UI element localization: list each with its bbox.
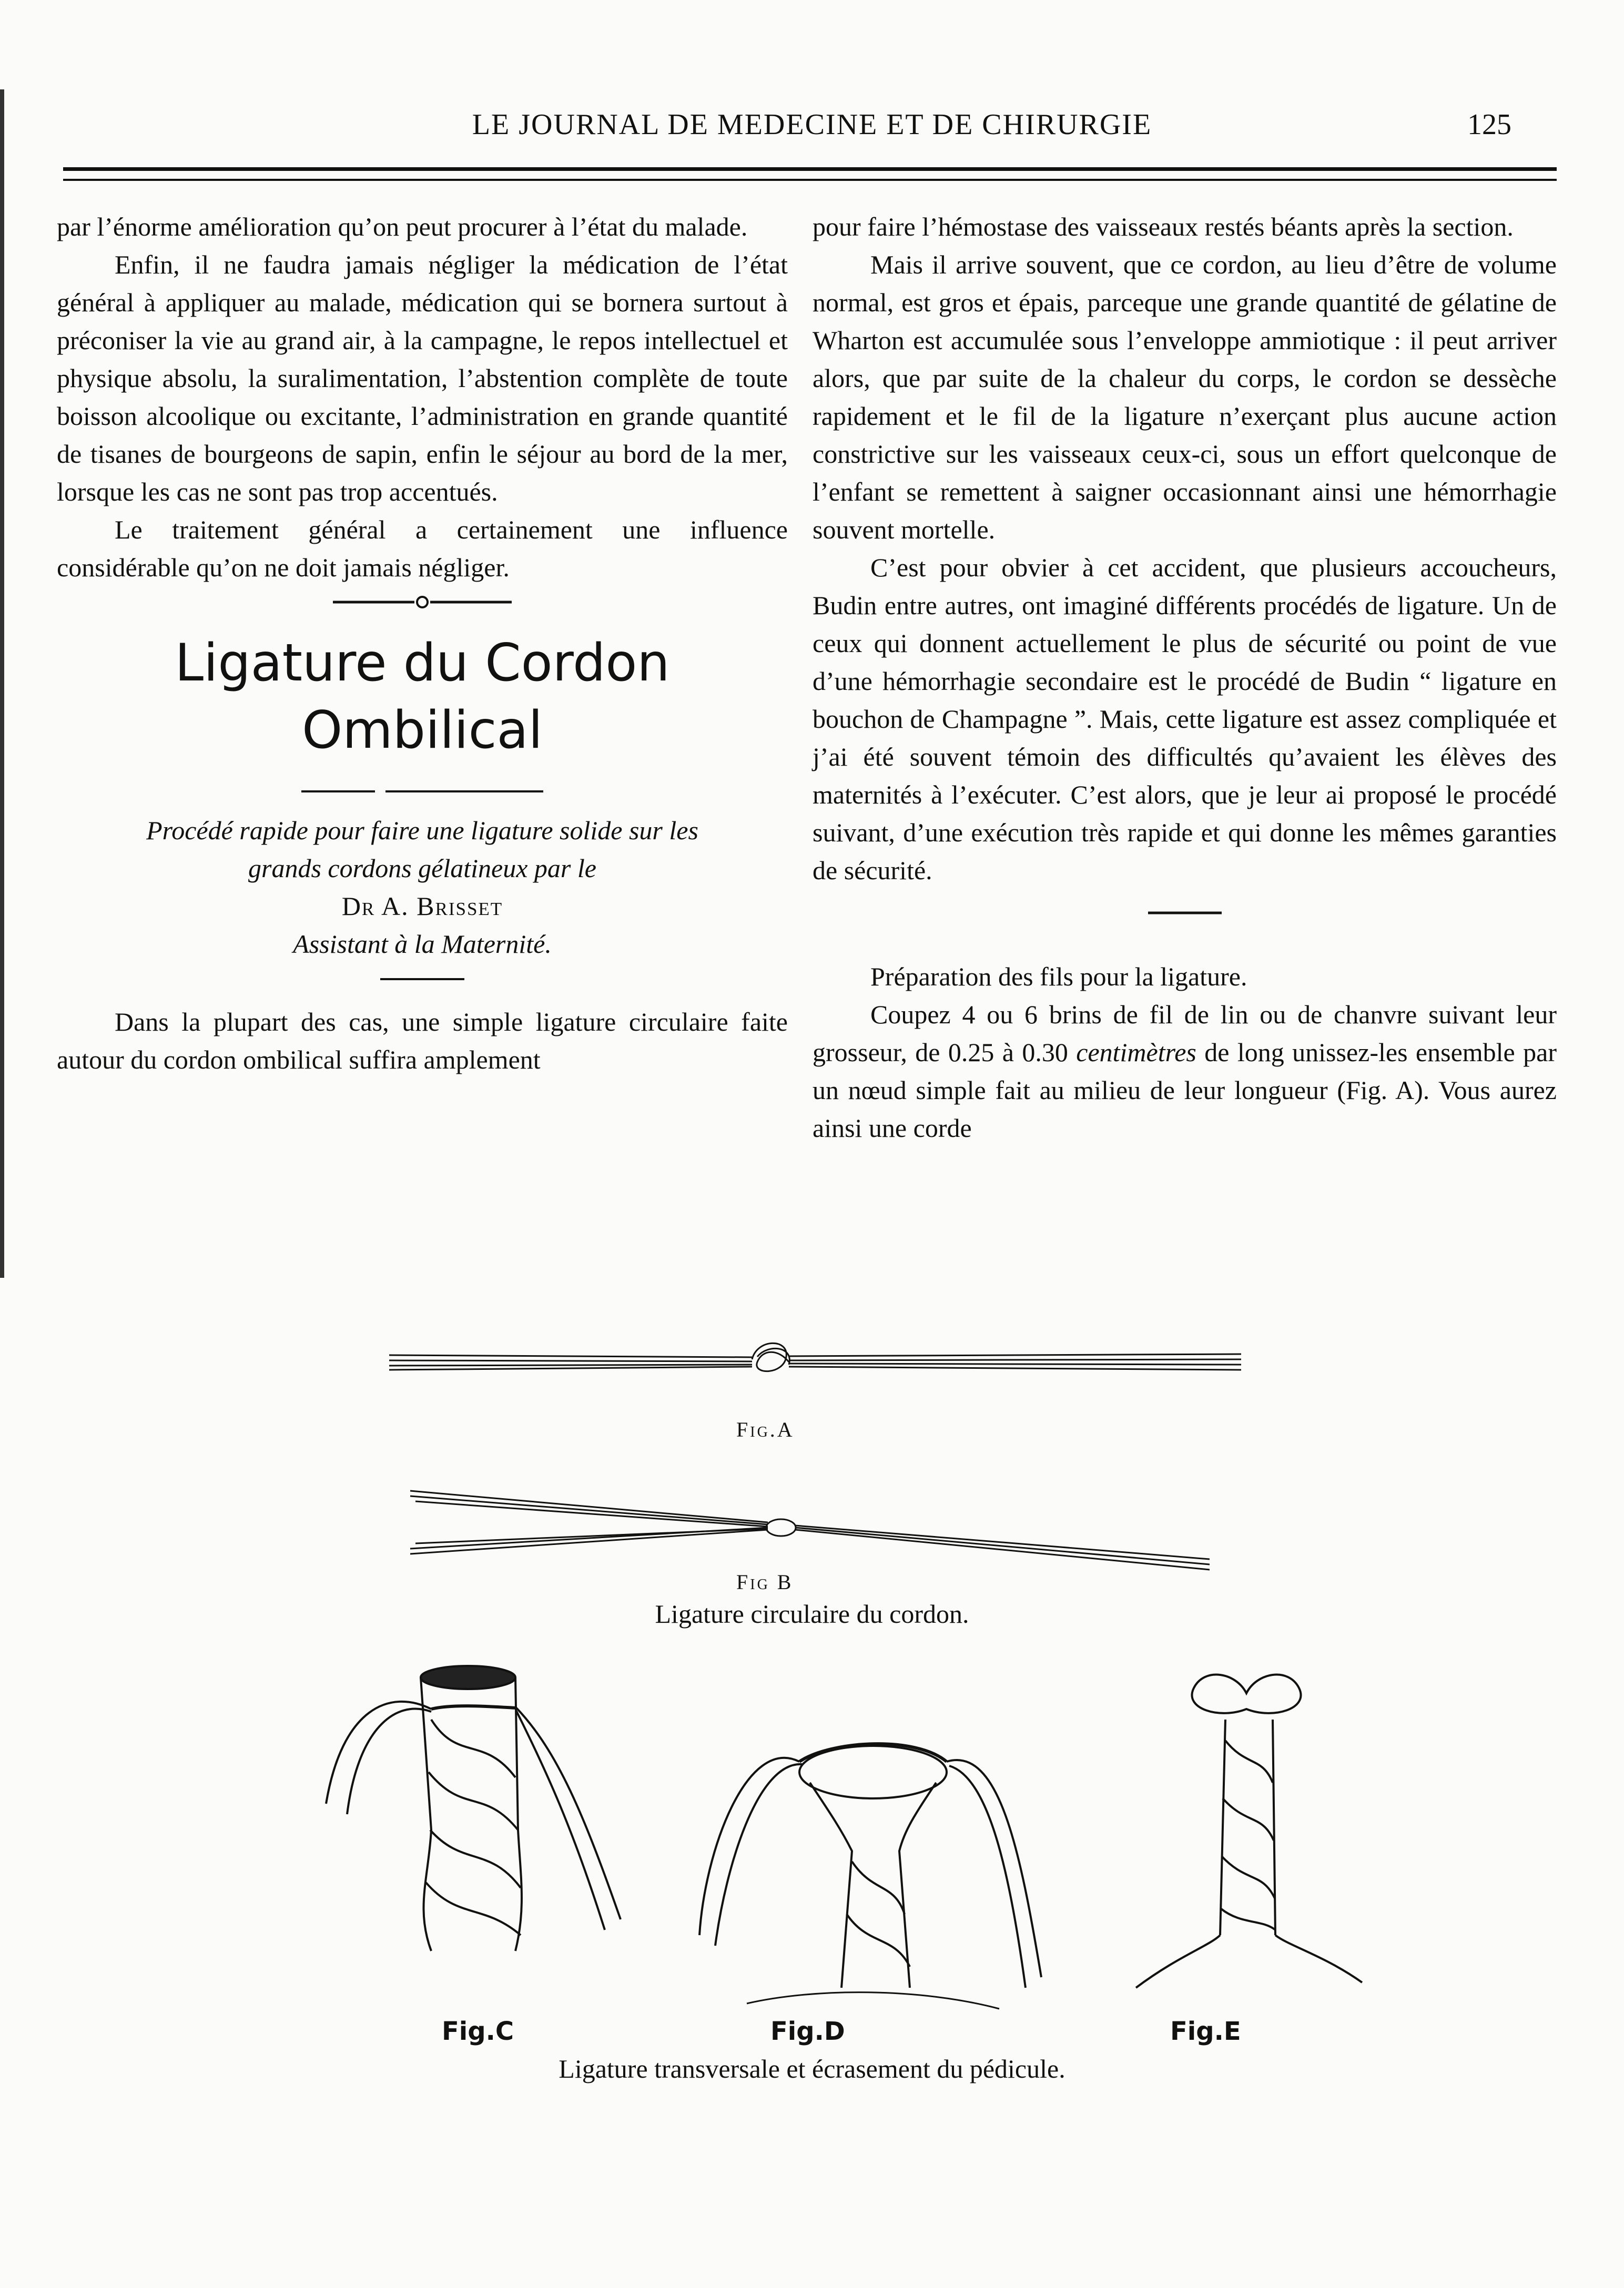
paragraph: Le traitement général a certainement une influence considérable qu’on ne doit jamais négliger. (57, 515, 788, 582)
title-rule (296, 781, 549, 802)
article-title-line: Ombilical (302, 700, 543, 760)
paragraph: par l’énorme amélioration qu’on peut procurer à l’état du malade. (57, 212, 748, 241)
figure-c-label: Fig.C (442, 2017, 514, 2046)
figure-b-label: Fig B (736, 1570, 794, 1594)
figure-cde-caption: Ligature transversale et écrasement du pédicule. (559, 2054, 1065, 2083)
figure-d-label: Fig.D (770, 2017, 845, 2046)
figure-d-flattened-cord-tied (684, 1693, 1094, 2019)
paragraph: Dans la plupart des cas, une simple ligature circulaire faite autour du cordon ombilical suffira amplement (57, 1007, 788, 1074)
paragraph: Mais il arrive souvent, que ce cordon, au lieu d’être de volume normal, est gros et épais, parceque une grande quantité de gélatine de Wharton est accumulée sous l’enveloppe ammiotique : il peut arriver alors, que par suite de la chaleur du corps, le cordon se dessèche rapidement et le fil de la ligature n’exerçant plus aucune action constrictive sur les vaisseaux ceux-ci, sous un effort quelconque de l’enfant se remettent à saigner occasionnant ainsi une hémorrhagie souvent mortelle. (813, 250, 1557, 544)
paragraph: C’est pour obvier à cet accident, que plusieurs accoucheurs, Budin entre autres, ont imaginé différents procédés de ligature. Un de ceux qui donnent actuellement le plus de sécurité ou point de vue d’une hémorrhagie secondaire est le procédé de Budin “ ligature en bouchon de Champagne ”. Mais, cette ligature est assez compliquée et j’ai été souvent témoin des difficultés qu’avaient les élèves des maternités à l’exécuter. C’est alors, que je leur ai proposé le procédé suivant, d’une exécution très rapide et qui donne les mêmes garanties de sécurité. (813, 553, 1557, 885)
article-title (57, 629, 788, 764)
right-column (813, 208, 1557, 1147)
figure-ab-caption: Ligature circulaire du cordon. (655, 1599, 969, 1629)
header-rule-thick (63, 167, 1557, 171)
section-ornament (328, 586, 517, 618)
figure-a-knotted-threads (389, 1333, 1241, 1386)
byline: grands cordons gélatineux par le (248, 853, 596, 883)
figure-a-label: Fig.A (736, 1418, 795, 1441)
paragraph: pour faire l’hémostase des vaisseaux restés béants après la section. (813, 212, 1514, 241)
header-rule-thin (63, 179, 1557, 181)
text-run: de long unissez-les ensemble par un nœud simple fait au milieu de leur longueur (Fig. A). Vous aurez ainsi une corde (813, 1038, 1557, 1143)
figure-b-threads-converging (405, 1480, 1210, 1575)
text-run-italic: centimètres (1076, 1038, 1196, 1067)
figure-c-cord-with-ligature (310, 1656, 636, 1993)
figure-e-twisted-cord-crushed (1115, 1662, 1378, 1998)
figure-e-label: Fig.E (1170, 2017, 1241, 2046)
section-rule (1132, 905, 1237, 921)
left-column (57, 208, 788, 1079)
paragraph: Enfin, il ne faudra jamais négliger la médication de l’état général à appliquer au malade, médication qui se bornera surtout à préconiser la vie au grand air, à la campagne, le repos intellectuel et physique absolu, la suralimentation, l’abstention complète de toute boisson alcoolique ou excitante, l’administration en grande quantité de tisanes de bourgeons de sapin, enfin le séjour au bord de la mer, lorsque les cas ne sont pas trop accentués. (57, 250, 788, 506)
paragraph (813, 995, 1557, 1147)
author-affiliation: Assistant à la Maternité. (293, 929, 552, 959)
byline: Procédé rapide pour faire une ligature solide sur les (146, 816, 698, 845)
text-run: Coupez 4 ou 6 brins de fil de lin ou de chanvre suivant leur grosseur, de 0.25 à 0.30 (813, 1000, 1557, 1067)
author-name: Dr A. Brisset (341, 891, 503, 921)
article-title-line: Ligature du Cordon (175, 633, 670, 693)
page-edge-shadow (0, 89, 4, 1278)
section-heading: Préparation des fils pour la ligature. (870, 962, 1247, 991)
running-header: LE JOURNAL DE MEDECINE ET DE CHIRURGIE (472, 108, 1152, 141)
byline-rule (370, 971, 475, 987)
page-number: 125 (1467, 108, 1511, 141)
